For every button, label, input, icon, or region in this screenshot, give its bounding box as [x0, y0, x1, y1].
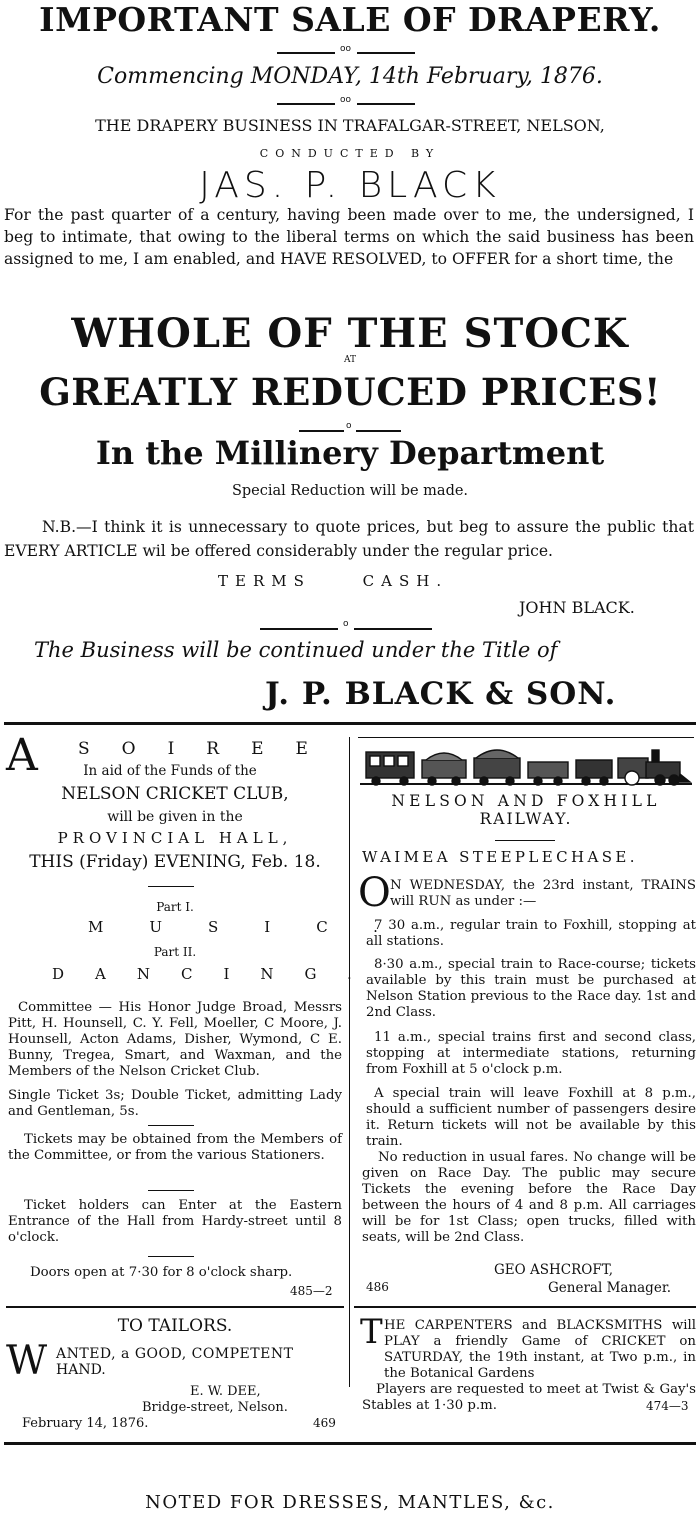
soiree-aid-line: In aid of the Funds of the: [83, 763, 257, 779]
tailors-name: E. W. DEE,: [190, 1384, 261, 1399]
reduced-prices: GREATLY REDUCED PRICES!: [39, 370, 661, 414]
terms-cash: TERMS CASH.: [218, 572, 449, 590]
intro-paragraph: For the past quarter of a century, having been made over to me, the undersigned, I beg to intimate, that owing to the liberal terms on which the said business has been assigned to me, I am enabled, and HAVE RESOLVED, to OFFER for a short time, the: [4, 206, 694, 268]
small-divider: [260, 628, 338, 630]
footer-text: NOTED FOR DRESSES, MANTLES, &c.: [145, 1492, 555, 1513]
soiree-music: MUSIC.: [88, 918, 424, 936]
tailors-line1: ANTED, a GOOD, COMPETENT: [56, 1346, 294, 1362]
rule: [358, 737, 694, 738]
soiree-ref: 485—2: [290, 1284, 333, 1298]
at-word: AT: [343, 355, 356, 365]
rule: [148, 1256, 194, 1257]
railway-item2: 8·30 a.m., special train to Race-course; tickets available by this train must be purchased at Nelson Station previous to the Race day. 1st and 2nd Class.: [366, 957, 696, 1020]
cricket-text: HE CARPENTERS and BLACKSMITHS will PLAY a friendly Game of CRICKET on SATURDAY, the 19th instant, at Two p.m., in the Botanical Gardens: [384, 1318, 696, 1381]
railway-intro: N WEDNESDAY, the 23rd instant, TRAINS will RUN as under :—: [390, 878, 696, 909]
railway-manager-name: GEO ASHCROFT,: [494, 1262, 614, 1278]
soiree-committee: Committee — His Honor Judge Broad, Messrs Pitt, H. Hounsell, C. Y. Fell, Moeller, C Moore, J. Hounsell, Acton Adams, Disher, Wymond, C E. Bunny, Tregea, Smart, and Waxman, and the Members of the Nelson Cricket Club.: [8, 1000, 342, 1079]
tailors-ref: 469: [313, 1416, 336, 1430]
train-icon: [360, 750, 692, 785]
tailors-initial: W: [6, 1338, 48, 1384]
column-separator: [354, 1306, 696, 1308]
nb-paragraph: N.B.—I think it is unnecessary to quote prices, but beg to assure the public that EVERY ARTICLE wil be offered considerably under the regular price.: [4, 518, 694, 560]
railway-title-line1: NELSON AND FOXHILL: [391, 792, 661, 810]
divider: [357, 52, 415, 54]
small-divider-mark: o: [343, 619, 349, 629]
divider: [357, 103, 415, 105]
footer-separator: [4, 1442, 696, 1445]
tailors-address: Bridge-street, Nelson.: [142, 1400, 288, 1415]
cricket-ref: 474—3: [646, 1399, 689, 1413]
small-divider: [354, 628, 432, 630]
soiree-ticket-obtain: Tickets may be obtained from the Members of the Committee, or from the various Stationers.: [8, 1132, 342, 1163]
soiree-given-in: will be given in the: [107, 809, 243, 825]
soiree-part1: Part I.: [156, 900, 194, 914]
small-divider: [356, 430, 401, 432]
cricket-initial: T: [360, 1312, 383, 1352]
section-separator: [4, 722, 696, 725]
railway-event: WAIMEA STEEPLECHASE.: [362, 848, 638, 866]
tailors-heading: TO TAILORS.: [117, 1316, 233, 1336]
soiree-doors: Doors open at 7·30 for 8 o'clock sharp.: [30, 1265, 293, 1280]
proprietor-name: JAS. P. BLACK: [199, 165, 501, 206]
whole-stock: WHOLE OF THE STOCK: [71, 310, 629, 357]
business-line: THE DRAPERY BUSINESS IN TRAFALGAR-STREET, NELSON,: [95, 116, 605, 135]
small-divider-mark: o: [346, 421, 352, 431]
commencing-line: Commencing MONDAY, 14th February, 1876.: [97, 64, 603, 89]
column-separator: [6, 1306, 344, 1308]
soiree-ticket-price: Single Ticket 3s; Double Ticket, admitting Lady and Gentleman, 5s.: [8, 1088, 342, 1119]
railway-item3: 11 a.m., special trains first and second class, stopping at intermediate stations, returning from Foxhill at 5 o'clock p.m.: [366, 1030, 696, 1077]
soiree-dancing: DANCING.: [52, 965, 383, 983]
soiree-hall: PROVINCIAL HALL,: [57, 829, 293, 847]
soiree-club: NELSON CRICKET CLUB,: [61, 784, 289, 804]
rule: [148, 1190, 194, 1191]
rule: [148, 886, 194, 887]
railway-initial: O: [358, 870, 391, 916]
soiree-ticket-holders: Ticket holders can Enter at the Eastern Entrance of the Hall from Hardy-street until 8 o'clock.: [8, 1198, 342, 1245]
continued-line: The Business will be continued under the Title of: [34, 638, 558, 662]
soiree-heading: SOIREE: [78, 739, 340, 759]
divider-mark: oo: [340, 95, 352, 105]
headline: IMPORTANT SALE OF DRAPERY.: [39, 0, 661, 39]
column-divider: [349, 737, 350, 1387]
railway-item4: A special train will leave Foxhill at 8 p.m., should a sufficient number of passengers desire it. Return tickets will not be available by this train.: [366, 1086, 696, 1149]
conducted-by: CONDUCTED BY: [259, 147, 441, 160]
soiree-evening: THIS (Friday) EVENING, Feb. 18.: [29, 852, 321, 872]
divider-mark: oo: [340, 44, 352, 54]
signature: JOHN BLACK.: [519, 598, 635, 617]
rule: [495, 840, 555, 841]
special-reduction: Special Reduction will be made.: [231, 483, 469, 499]
railway-manager-title: General Manager.: [548, 1280, 672, 1296]
soiree-initial: A: [6, 730, 38, 781]
soiree-part2: Part II.: [153, 945, 197, 959]
tailors-date: February 14, 1876.: [22, 1416, 149, 1431]
railway-item1: 7 30 a.m., regular train to Foxhill, stopping at all stations.: [366, 918, 696, 949]
railway-ref: 486: [366, 1280, 389, 1294]
train-illustration: [360, 744, 692, 790]
small-divider: [299, 430, 344, 432]
rule: [148, 1125, 194, 1126]
cricket-players: Players are requested to meet at Twist & Gay's Stables at 1·30 p.m.: [362, 1382, 696, 1413]
new-business-title: J. P. BLACK & SON.: [265, 676, 617, 712]
tailors-line2: HAND.: [56, 1362, 106, 1378]
railway-title-line2: RAILWAY.: [479, 810, 573, 828]
divider: [277, 52, 335, 54]
millinery-heading: In the Millinery Department: [95, 434, 605, 472]
railway-item5: No reduction in usual fares. No change will be given on Race Day. The public may secure Tickets the evening before the Race Day between the hours of 4 and 8 p.m. All carriages will be for 1st Class; open trucks, filled with seats, will be 2nd Class.: [362, 1150, 696, 1245]
divider: [277, 103, 335, 105]
